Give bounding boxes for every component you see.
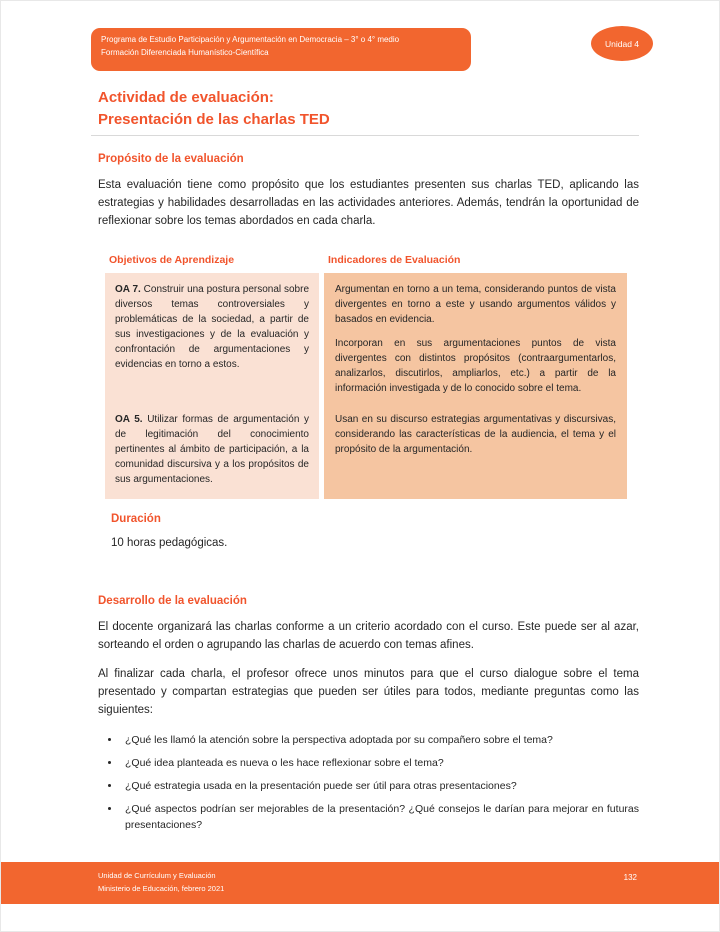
desarrollo-paragraph-2: Al finalizar cada charla, el profesor ofrece unos minutos para que el curso dialogue sobre el tema presentado y compartan estrategias que pueden ser útiles para todos, mediante preguntas como las siguientes: xyxy=(98,668,639,716)
program-line1: Programa de Estudio Participación y Argumentación en Democracia – 3° o 4° medio xyxy=(101,35,400,44)
footer-line1: Unidad de Currículum y Evaluación xyxy=(98,871,216,881)
question-item: • ¿Qué aspectos podrían ser mejorables de la presentación? ¿Qué consejos le darían para mejorar en futuras presentaciones? xyxy=(121,801,639,833)
page-footer xyxy=(1,862,720,904)
page-title-line2: Presentación de las charlas TED xyxy=(98,111,330,128)
oa5-indicator-1: Usan en su discurso estrategias argumentativas y discursivas, considerando las características de la audiencia, el tema y el propósito de la argumentación. xyxy=(335,414,616,455)
proposito-paragraph: Esta evaluación tiene como propósito que los estudiantes presenten sus charlas TED, aplicando las estrategias y habilidades desarrolladas en las actividades anteriores. Además, tendrán la oportunidad de reflexionar sobre los temas abordados en cada charla. xyxy=(98,179,639,227)
table-cell-oa7 xyxy=(105,273,319,408)
section-heading-proposito: Propósito de la evaluación xyxy=(98,153,244,165)
program-line2: Formación Diferenciada Humanístico-Científica xyxy=(101,47,269,57)
oa7-indicator-2: Incorporan en sus argumentaciones puntos de vista divergentes con distintos propósitos (contraargumentarlos, analizarlos, discutirlos, ampliarlos, etc.) a partir de la información investigada y de lo conocido sobre el tema. xyxy=(335,338,616,394)
page-header xyxy=(1,28,720,74)
table-cell-indicators-oa5 xyxy=(324,408,627,499)
footer-credits xyxy=(98,870,224,896)
oa-table-section xyxy=(105,254,639,499)
oa-col1-header: Objetivos de Aprendizaje xyxy=(109,254,235,266)
section-heading-desarrollo: Desarrollo de la evaluación xyxy=(98,595,247,607)
footer-line2: Ministerio de Educación, febrero 2021 xyxy=(98,884,225,893)
oa-table-header-row xyxy=(105,254,639,266)
desarrollo-paragraph-1: El docente organizará las charlas conforme a un criterio acordado con el curso. Este puede ser al azar, sorteando el orden o agrupando las charlas de acuerdo con temas afines. xyxy=(98,621,639,651)
program-title-box xyxy=(91,28,471,71)
section-heading-duracion: Duración xyxy=(111,513,161,525)
oa7-text: Construir una postura personal sobre diversos temas controversiales y problemáticas de la sociedad, a partir de sus investigaciones y de la evaluación y confrontación de argumentaciones y evidencias en torno a estos. xyxy=(115,284,309,370)
oa-col2-header: Indicadores de Evaluación xyxy=(328,254,461,266)
oa-table xyxy=(105,273,639,499)
main-content xyxy=(98,87,639,840)
page-title xyxy=(98,87,639,131)
page-number: 132 xyxy=(623,873,637,882)
question-item: • ¿Qué estrategia usada en la presentación puede ser útil para otras presentaciones? xyxy=(121,778,639,794)
oa7-indicator-1: Argumentan en torno a un tema, considerando puntos de vista divergentes en torno a este y usando argumentos válidos y basados en evidencia. xyxy=(335,284,616,325)
question-item: • ¿Qué les llamó la atención sobre la perspectiva adoptada por su compañero sobre el tema? xyxy=(121,732,639,748)
question-item: • ¿Qué idea planteada es nueva o les hace reflexionar sobre el tema? xyxy=(121,755,639,771)
table-cell-oa5 xyxy=(105,408,319,499)
question-list xyxy=(121,732,639,833)
oa7-label: OA 7. xyxy=(115,284,141,295)
oa5-label: OA 5. xyxy=(115,414,143,425)
page-title-line1: Actividad de evaluación: xyxy=(98,89,274,106)
unit-badge: Unidad 4 xyxy=(591,26,653,61)
table-cell-indicators-oa7 xyxy=(324,273,627,408)
duracion-text: 10 horas pedagógicas. xyxy=(111,537,228,549)
title-divider xyxy=(91,135,639,136)
oa5-text: Utilizar formas de argumentación y de legitimación del conocimiento pertinentes al ámbito de participación, a la comunidad discursiva y a los propósitos de sus argumentaciones. xyxy=(115,414,309,485)
